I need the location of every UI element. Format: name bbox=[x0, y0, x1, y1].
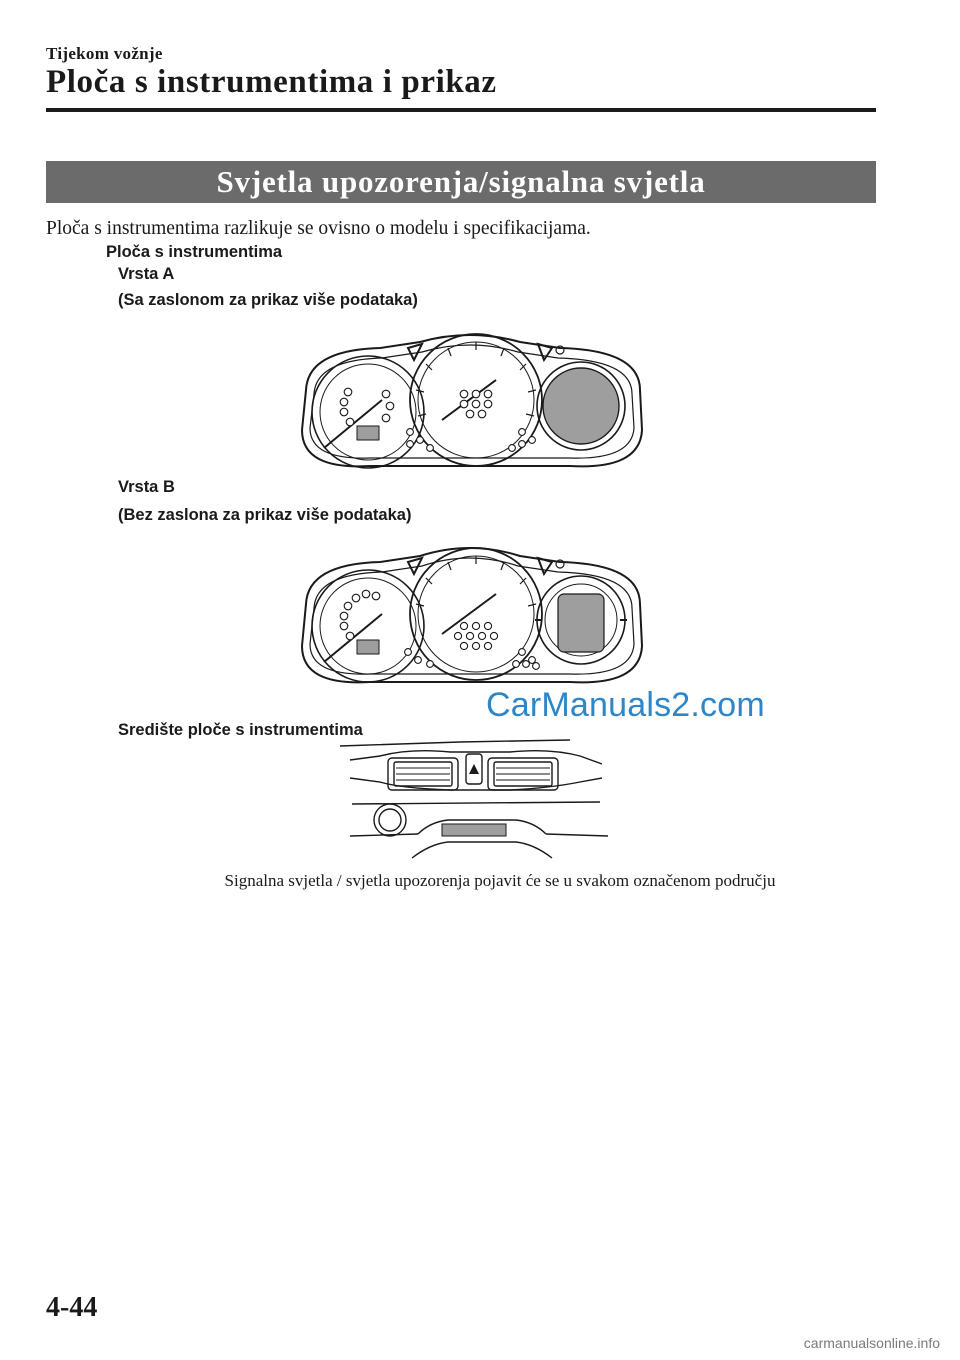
footer-brand: carmanualsonline.info bbox=[803, 1335, 940, 1351]
multi-info-display bbox=[543, 368, 619, 444]
cluster-type-a-illustration bbox=[290, 320, 652, 474]
figure-heading: Ploča s instrumentima bbox=[106, 243, 283, 261]
page-number: 4-44 bbox=[46, 1292, 98, 1323]
type-b-label: Vrsta B bbox=[118, 478, 175, 496]
title-rule bbox=[46, 108, 876, 112]
banner-title: Svjetla upozorenja/signalna svjetla bbox=[216, 164, 706, 199]
type-b-note: (Bez zaslona za prikaz više podataka) bbox=[118, 506, 412, 524]
type-a-label: Vrsta A bbox=[118, 265, 175, 283]
fuel-temp-gauge-area bbox=[558, 594, 604, 652]
center-panel-heading: Središte ploče s instrumentima bbox=[118, 721, 363, 739]
section-banner bbox=[46, 161, 876, 203]
cluster-type-b-illustration bbox=[290, 534, 652, 690]
section-label: Tijekom vožnje bbox=[46, 44, 163, 63]
type-a-note: (Sa zaslonom za prikaz više podataka) bbox=[118, 291, 418, 309]
chapter-title: Ploča s instrumentima i prikaz bbox=[46, 64, 497, 100]
figure-caption: Signalna svjetla / svjetla upozorenja pojavit će se u svakom označenom području bbox=[224, 871, 776, 890]
intro-text: Ploča s instrumentima razlikuje se ovisno o modelu i specifikacijama. bbox=[46, 218, 591, 239]
center-indicator-area bbox=[442, 824, 506, 836]
center-panel-illustration bbox=[340, 738, 610, 864]
watermark: CarManuals2.com bbox=[486, 686, 765, 724]
